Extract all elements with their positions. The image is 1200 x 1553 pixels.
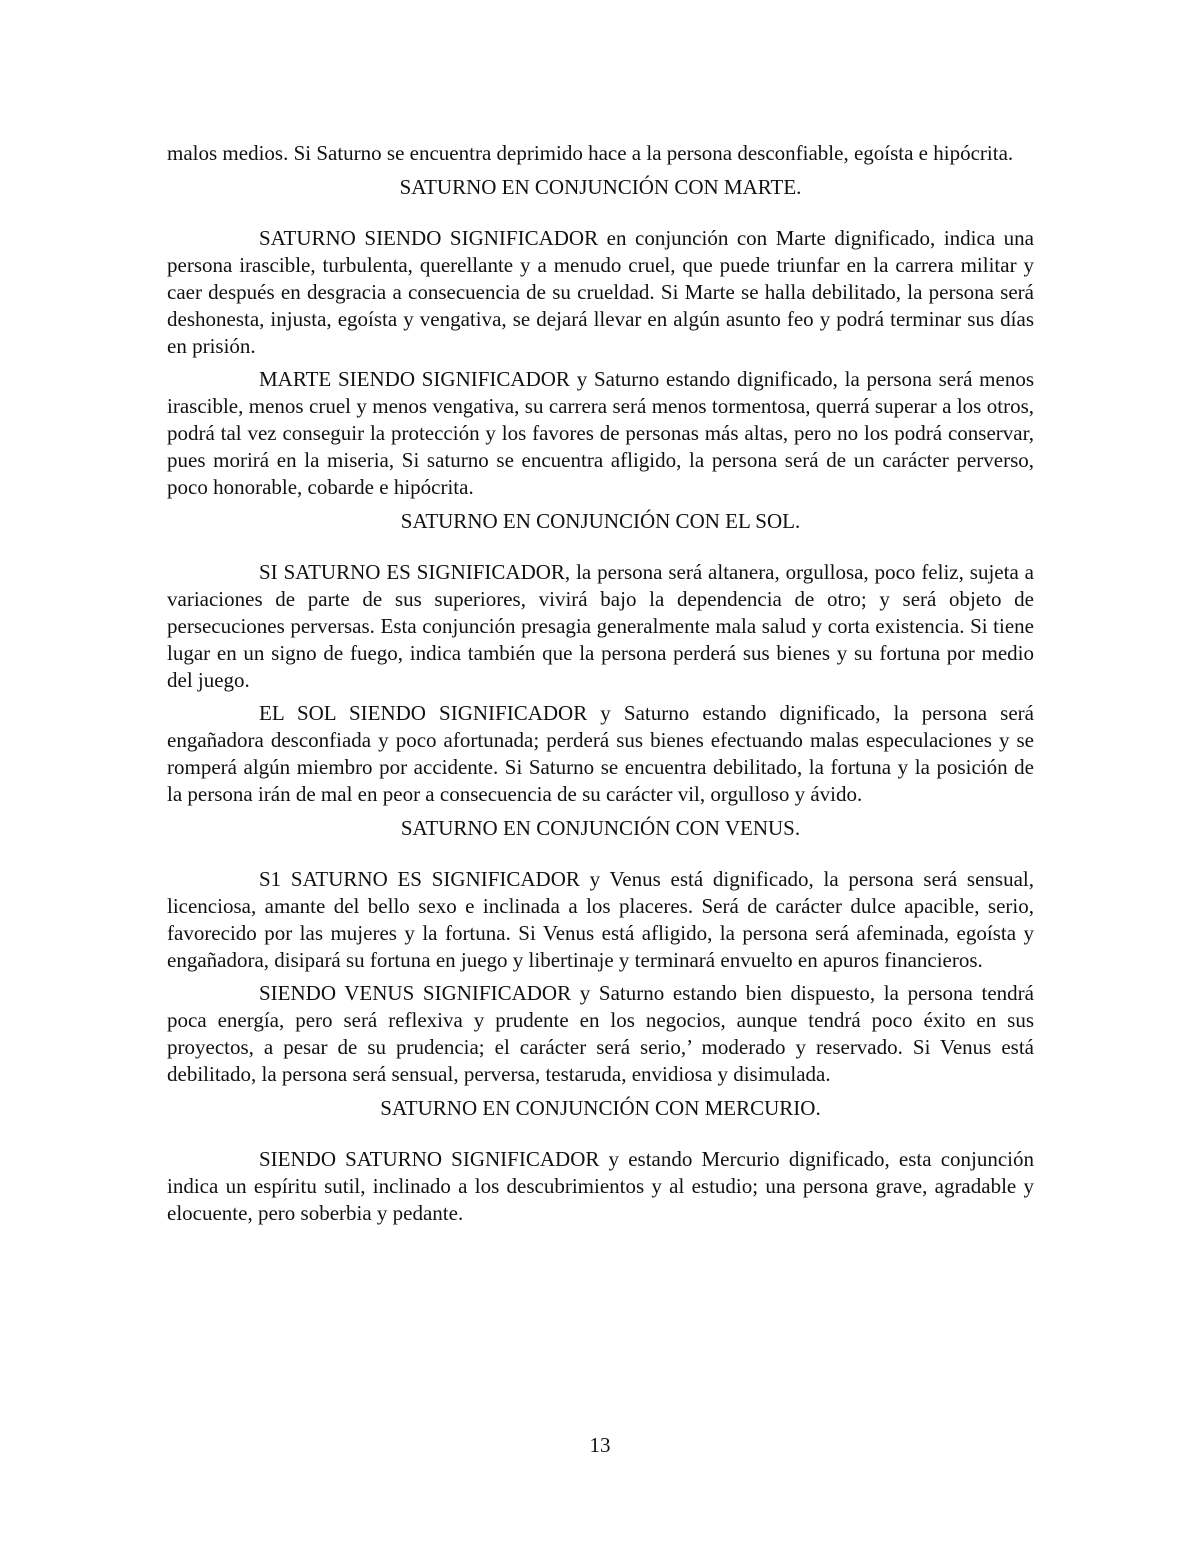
section-heading-venus: SATURNO EN CONJUNCIÓN CON VENUS. [400, 816, 801, 840]
section-heading-mercurio: SATURNO EN CONJUNCIÓN CON MERCURIO. [380, 1096, 821, 1120]
paragraph-saturno-venus: S1 SATURNO ES SIGNIFICADOR y Venus está dignificado, la persona será sensual, licenciosa, amante del bello sexo e inclinada a los placeres. Será de carácter dulce apacible, serio, favorecido por las mujeres y la fortuna. Si Venus está afligido, la persona será afeminada, egoísta y engañadora, disipará su fortuna en juego y libertinaje y terminará envuelto en apuros financieros. [167, 867, 1034, 972]
paragraph-saturno-marte: SATURNO SIENDO SIGNIFICADOR en conjunción con Marte dignificado, indica una persona irascible, turbulenta, querellante y a menudo cruel, que puede triunfar en la carrera militar y caer después en desgracia a consecuencia de su crueldad. Si Marte se halla debilitado, la persona será deshonesta, injusta, egoísta y vengativa, se dejará llevar en algún asunto feo y podrá terminar sus días en prisión. [167, 226, 1034, 358]
document-body [167, 140, 1034, 1227]
paragraph-sol-significador: EL SOL SIENDO SIGNIFICADOR y Saturno estando dignificado, la persona será engañadora desconfiada y poco afortunada; perderá sus bienes efectuando malas especulaciones y se romperá algún miembro por accidente. Si Saturno se encuentra debilitado, la fortuna y la posición de la persona irán de mal en peor a consecuencia de su carácter vil, orgulloso y ávido. [167, 701, 1034, 806]
page-number: 13 [589, 1433, 611, 1457]
section-heading-marte: SATURNO EN CONJUNCIÓN CON MARTE. [399, 175, 802, 199]
paragraph-marte-significador: MARTE SIENDO SIGNIFICADOR y Saturno estando dignificado, la persona será menos irascible, menos cruel y menos vengativa, su carrera será menos tormentosa, querrá superar a los otros, podrá tal vez conseguir la protección y los favores de personas más altas, pero no los podrá conservar, pues morirá en la miseria, Si saturno se encuentra afligido, la persona será de un carácter perverso, poco honorable, cobarde e hipócrita. [167, 367, 1034, 499]
section-heading-sol: SATURNO EN CONJUNCIÓN CON EL SOL. [400, 509, 801, 533]
paragraph-venus-significador: SIENDO VENUS SIGNIFICADOR y Saturno estando bien dispuesto, la persona tendrá poca energía, pero será reflexiva y prudente en los negocios, aunque tendrá poco éxito en sus proyectos, a pesar de su prudencia; el carácter será serio,’ moderado y reservado. Si Venus está debilitado, la persona será sensual, perversa, testaruda, envidiosa y disimulada. [167, 981, 1034, 1086]
paragraph-continuation: malos medios. Si Saturno se encuentra deprimido hace a la persona desconfiable, egoísta e hipócrita. [167, 141, 1014, 165]
paragraph-saturno-sol: SI SATURNO ES SIGNIFICADOR, la persona será altanera, orgullosa, poco feliz, sujeta a variaciones de parte de sus superiores, vivirá bajo la dependencia de otro; y será objeto de persecuciones perversas. Esta conjunción presagia generalmente mala salud y corta existencia. Si tiene lugar en un signo de fuego, indica también que la persona perderá sus bienes y su fortuna por medio del juego. [167, 560, 1034, 692]
paragraph-saturno-mercurio: SIENDO SATURNO SIGNIFICADOR y estando Mercurio dignificado, esta conjunción indica un espíritu sutil, inclinado a los descubrimientos y al estudio; una persona grave, agradable y elocuente, pero soberbia y pedante. [167, 1147, 1034, 1225]
